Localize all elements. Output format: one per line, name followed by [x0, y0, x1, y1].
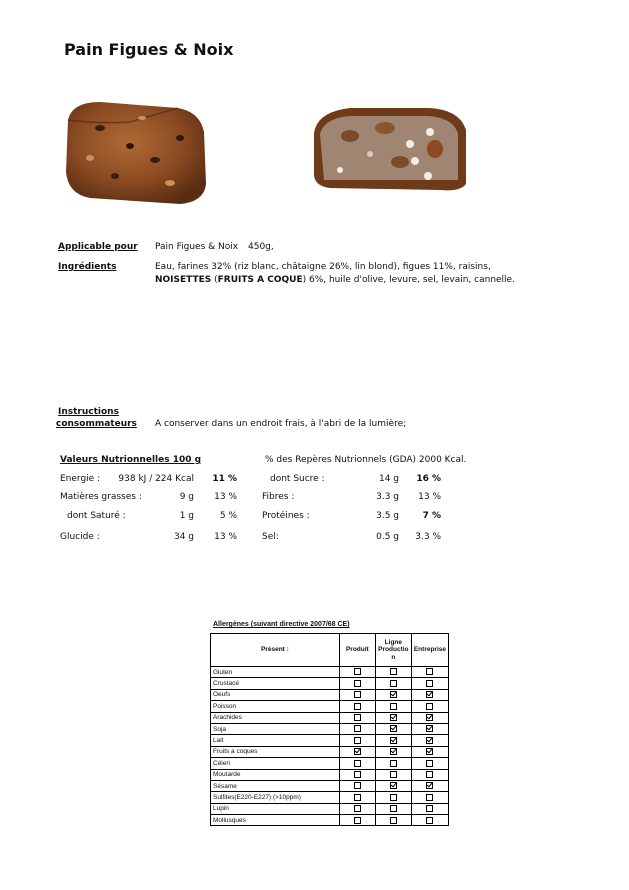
- allergen-name: Gluten: [211, 667, 340, 678]
- cell-produit: [339, 792, 375, 803]
- nutri-value-2: 14 g: [378, 474, 399, 484]
- allergen-name: Moutarde: [211, 769, 340, 780]
- nutri-value-2: 3.5 g: [376, 511, 399, 521]
- checkbox-empty-icon: [354, 714, 361, 721]
- cell-ligne: [375, 667, 411, 678]
- allergen-fruits-a-coque: FRUITS A COQUE: [217, 275, 303, 285]
- checkbox-checked-icon: [426, 691, 433, 698]
- nutri-pct: 5 %: [219, 511, 237, 521]
- allergen-name: Sulfites(E220-E227) (>10ppm): [211, 792, 340, 803]
- checkbox-empty-icon: [390, 794, 397, 801]
- allergen-name: Lupin: [211, 803, 340, 814]
- ingredients-label: Ingrédients: [58, 262, 117, 272]
- cell-produit: [339, 780, 375, 791]
- checkbox-checked-icon: [426, 737, 433, 744]
- bread-slice-image: [310, 104, 470, 194]
- cell-ligne: [375, 746, 411, 757]
- cell-produit: [339, 815, 375, 826]
- allergen-name: Poisson: [211, 701, 340, 712]
- checkbox-empty-icon: [354, 760, 361, 767]
- nutri-name: Glucide :: [60, 532, 100, 542]
- applicable-label: Applicable pour: [58, 242, 138, 252]
- nutri-value: 9 g: [179, 492, 194, 502]
- checkbox-empty-icon: [390, 805, 397, 812]
- checkbox-empty-icon: [354, 725, 361, 732]
- cell-ligne: [375, 803, 411, 814]
- checkbox-empty-icon: [354, 703, 361, 710]
- checkbox-checked-icon: [426, 748, 433, 755]
- cell-produit: [339, 803, 375, 814]
- cell-entreprise: [411, 701, 448, 712]
- cell-entreprise: [411, 678, 448, 689]
- allergen-row: [211, 803, 449, 814]
- cell-produit: [339, 712, 375, 723]
- cell-entreprise: [411, 792, 448, 803]
- allergen-name: Arachides: [211, 712, 340, 723]
- allergen-row: [211, 689, 449, 700]
- cell-produit: [339, 689, 375, 700]
- allergens-body: [211, 667, 449, 826]
- checkbox-empty-icon: [354, 668, 361, 675]
- cell-entreprise: [411, 803, 448, 814]
- nutri-value: 34 g: [173, 532, 194, 542]
- checkbox-empty-icon: [390, 680, 397, 687]
- cell-entreprise: [411, 667, 448, 678]
- checkbox-empty-icon: [390, 668, 397, 675]
- allergen-noisettes: NOISETTES: [155, 275, 212, 285]
- checkbox-empty-icon: [426, 817, 433, 824]
- nutri-value: 1 g: [179, 511, 194, 521]
- nutri-pct: 13 %: [214, 492, 237, 502]
- ingredients-line-2: [155, 275, 515, 285]
- checkbox-empty-icon: [426, 805, 433, 812]
- checkbox-empty-icon: [354, 680, 361, 687]
- checkbox-empty-icon: [354, 805, 361, 812]
- checkbox-empty-icon: [354, 691, 361, 698]
- cell-ligne: [375, 792, 411, 803]
- checkbox-checked-icon: [390, 714, 397, 721]
- ingredients-open-paren: (: [211, 275, 218, 285]
- header-ligne: Ligne Productio n: [375, 634, 411, 667]
- nutri-name-2: Fibres :: [262, 492, 295, 502]
- allergen-name: Mollusques: [211, 815, 340, 826]
- nutrition-header: Valeurs Nutrionnelles 100 g: [60, 455, 202, 465]
- allergen-row: [211, 815, 449, 826]
- nutri-name-2: Sel:: [262, 532, 279, 542]
- cell-ligne: [375, 689, 411, 700]
- checkbox-checked-icon: [390, 725, 397, 732]
- checkbox-checked-icon: [354, 748, 361, 755]
- allergen-name: Lait: [211, 735, 340, 746]
- checkbox-empty-icon: [390, 771, 397, 778]
- checkbox-checked-icon: [390, 748, 397, 755]
- checkbox-empty-icon: [390, 760, 397, 767]
- cell-ligne: [375, 769, 411, 780]
- instructions-label-2: consommateurs: [56, 419, 137, 429]
- nutri-pct-2: 7 %: [422, 511, 441, 521]
- cell-produit: [339, 735, 375, 746]
- checkbox-empty-icon: [426, 771, 433, 778]
- allergen-row: [211, 758, 449, 769]
- checkbox-checked-icon: [426, 714, 433, 721]
- allergen-name: Soja: [211, 723, 340, 734]
- nutri-name: Matières grasses :: [60, 492, 142, 502]
- checkbox-checked-icon: [390, 691, 397, 698]
- cell-ligne: [375, 758, 411, 769]
- allergens-header-row: [211, 634, 449, 667]
- instructions-text: A conserver dans un endroit frais, à l'abri de la lumière;: [155, 419, 407, 429]
- allergen-row: [211, 780, 449, 791]
- allergen-row: [211, 735, 449, 746]
- cell-produit: [339, 678, 375, 689]
- allergen-row: [211, 712, 449, 723]
- applicable-product: Pain Figues & Noix: [155, 242, 239, 252]
- nutri-value-2: 0.5 g: [376, 532, 399, 542]
- checkbox-empty-icon: [354, 782, 361, 789]
- cell-ligne: [375, 723, 411, 734]
- cell-ligne: [375, 735, 411, 746]
- nutri-pct: 11 %: [212, 474, 237, 484]
- cell-ligne: [375, 701, 411, 712]
- allergen-row: [211, 701, 449, 712]
- checkbox-empty-icon: [354, 794, 361, 801]
- cell-ligne: [375, 815, 411, 826]
- cell-ligne: [375, 712, 411, 723]
- checkbox-empty-icon: [426, 668, 433, 675]
- cell-entreprise: [411, 815, 448, 826]
- allergen-row: [211, 769, 449, 780]
- allergens-table: [210, 633, 449, 826]
- nutri-value-2: 3.3 g: [376, 492, 399, 502]
- allergen-row: [211, 723, 449, 734]
- gda-header: % des Repères Nutrionnels (GDA) 2000 Kcal.: [265, 455, 467, 465]
- checkbox-empty-icon: [354, 771, 361, 778]
- nutri-value: 938 kJ / 224 Kcal: [118, 474, 194, 484]
- cell-entreprise: [411, 769, 448, 780]
- checkbox-empty-icon: [390, 817, 397, 824]
- allergen-name: Céleri: [211, 758, 340, 769]
- nutri-pct-2: 13 %: [418, 492, 441, 502]
- allergen-name: Crustacé: [211, 678, 340, 689]
- cell-ligne: [375, 678, 411, 689]
- cell-produit: [339, 746, 375, 757]
- bread-loaf-image: [60, 98, 210, 208]
- checkbox-empty-icon: [354, 737, 361, 744]
- checkbox-checked-icon: [426, 725, 433, 732]
- allergen-name: Oeufs: [211, 689, 340, 700]
- cell-produit: [339, 758, 375, 769]
- header-entreprise: Entreprise: [411, 634, 448, 667]
- cell-ligne: [375, 780, 411, 791]
- cell-produit: [339, 769, 375, 780]
- checkbox-empty-icon: [426, 703, 433, 710]
- cell-entreprise: [411, 758, 448, 769]
- header-produit: Produit: [339, 634, 375, 667]
- checkbox-checked-icon: [390, 737, 397, 744]
- cell-entreprise: [411, 735, 448, 746]
- checkbox-empty-icon: [354, 817, 361, 824]
- cell-produit: [339, 723, 375, 734]
- allergen-row: [211, 678, 449, 689]
- applicable-weight: 450g,: [248, 242, 274, 252]
- checkbox-empty-icon: [426, 680, 433, 687]
- page-title: Pain Figues & Noix: [64, 40, 234, 59]
- checkbox-checked-icon: [426, 782, 433, 789]
- nutri-name-2: dont Sucre :: [270, 474, 325, 484]
- instructions-label-1: Instructions: [58, 407, 119, 417]
- cell-entreprise: [411, 723, 448, 734]
- allergen-row: [211, 746, 449, 757]
- nutri-pct: 13 %: [214, 532, 237, 542]
- cell-entreprise: [411, 780, 448, 791]
- checkbox-empty-icon: [426, 760, 433, 767]
- cell-entreprise: [411, 746, 448, 757]
- nutri-name: dont Saturé :: [67, 511, 126, 521]
- cell-entreprise: [411, 689, 448, 700]
- cell-entreprise: [411, 712, 448, 723]
- cell-produit: [339, 701, 375, 712]
- checkbox-empty-icon: [426, 794, 433, 801]
- nutri-pct-2: 3.3 %: [415, 532, 441, 542]
- checkbox-empty-icon: [390, 703, 397, 710]
- allergens-title: Allergènes (suivant directive 2007/68 CE): [213, 621, 350, 628]
- allergen-row: [211, 667, 449, 678]
- nutri-name-2: Protéines :: [262, 511, 310, 521]
- ingredients-rest: ) 6%, huile d'olive, levure, sel, levain, cannelle.: [302, 275, 515, 285]
- checkbox-checked-icon: [390, 782, 397, 789]
- allergen-row: [211, 792, 449, 803]
- cell-produit: [339, 667, 375, 678]
- nutri-name: Energie :: [60, 474, 101, 484]
- ingredients-line-1: Eau, farines 32% (riz blanc, châtaigne 26%, lin blond), figues 11%, raisins,: [155, 262, 491, 272]
- allergen-name: Sésame: [211, 780, 340, 791]
- allergen-name: Fruits a coques: [211, 746, 340, 757]
- nutri-pct-2: 16 %: [416, 474, 441, 484]
- header-present: Présent :: [211, 634, 340, 667]
